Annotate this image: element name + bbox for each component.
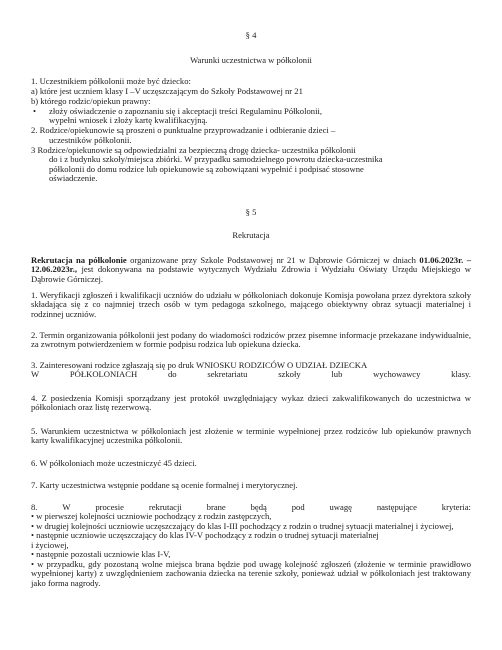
bullet-1 xyxy=(31,107,471,116)
intro-bold-1: Rekrutacja na półkolonie xyxy=(31,255,127,265)
section-5-title: Rekrutacja xyxy=(232,230,270,240)
paragraph-4: 4. Z posiedzenia Komisji sporządzany jest protokół uwzględniający wykaz dzieci zakwalifikowanych do uczestnictwa w półkoloniach oraz listę rezerwową. xyxy=(31,393,471,413)
criteria-list xyxy=(31,503,471,588)
item-a: a) które jest uczniem klasy I –V uczęszczającym do Szkoły Podstawowej nr 21 xyxy=(31,85,303,96)
paragraph-3-line-1: 3. Zainteresowani rodzice zgłaszają się po druk WNIOSKU RODZICÓW O UDZIAŁ DZIECKA xyxy=(31,360,368,370)
intro-text-1: organizowane przy Szkole Podstawowej nr 21 w Dąbrowie Górniczej w dniach xyxy=(126,255,416,265)
word: klasy. xyxy=(451,369,471,380)
item-3-line-4: oświadczenie. xyxy=(49,173,98,184)
item-3-line-2: do i z budynku szkoły/miejsca zbiórki. W przypadku samodzielnego powrotu dziecka-uczestnika xyxy=(49,154,383,165)
item-3-line-3: półkolonii do domu rodzice lub opiekunowie są zobowiązani wypełnić i podpisać stosowne xyxy=(49,163,364,174)
section-4-list xyxy=(31,77,471,183)
criterion-2: • w drugiej kolejności uczniowie uczęszczający do klas I-III pochodzący z rodzin o trudnej sytuacji materialnej i życiowej, xyxy=(31,520,454,531)
item-2-line-2: uczestników półkolonii. xyxy=(49,134,132,145)
paragraph-3-line-2 xyxy=(31,370,471,379)
word: wychowawcy xyxy=(373,369,421,380)
word: do xyxy=(167,369,177,380)
word: W xyxy=(62,502,71,512)
bullet-1-line-2: wypełni wniosek i złoży kartę kwalifikacyjną. xyxy=(49,115,208,126)
criterion-1: • w pierwszej kolejności uczniowie pochodzący z rodzin zastępczych, xyxy=(31,511,272,522)
word: pod xyxy=(291,502,305,512)
word: W xyxy=(31,369,40,380)
word: lub xyxy=(331,369,343,380)
word: PÓŁKOLONIACH xyxy=(69,369,138,380)
paragraph-5: 5. Warunkiem uczestnictwa w półkoloniach jest złożenie w terminie wypełnionej przez rodziców lub opiekunów prawnych karty kwalifikacyjnej uczestnika półkolonii. xyxy=(31,426,471,446)
item-1: 1. Uczestnikiem półkolonii może być dziecko: xyxy=(31,76,191,86)
word: procesie xyxy=(95,502,124,512)
criterion-5: • w przypadku, gdy pozostaną wolne miejsca brana będzie pod uwagę kolejność zgłoszeń (złożenie w terminie prawidłowo wypełnionej karty) z uwzględnieniem zachowania dziecka na terenie szkoły, ponieważ udział w półkoloniach jest traktowany jako forma nagrody. xyxy=(31,558,471,588)
bullet-1-line-1: złoży oświadczenie o zapoznaniu się i akceptacji treści Regulaminu Półkolonii, xyxy=(49,105,323,116)
word: kryteria: xyxy=(441,502,471,512)
word: szkoły xyxy=(278,369,301,380)
intro-text-2: jest dokonywana na podstawie wytycznych Wydziału Zdrowia i Wydziału Oświaty Urzędu Miejskiego w Dąbrowie Górniczej. xyxy=(31,264,471,284)
section-4-number: § 4 xyxy=(245,30,257,40)
word: 8. xyxy=(31,502,38,512)
paragraph-6: 6. W półkoloniach może uczestniczyć 45 dzieci. xyxy=(31,458,197,468)
item-2-line-1: 2. Rodzice/opiekunowie są proszeni o punktualne przyprowadzanie i odbieranie dzieci – xyxy=(31,125,336,136)
word: rekrutacji xyxy=(148,502,182,512)
word: brane xyxy=(206,502,226,512)
word: sekretariatu xyxy=(207,369,248,380)
paragraph-7: 7. Karty uczestnictwa wstępnie poddane są ocenie formalnej i merytorycznej. xyxy=(31,480,298,490)
paragraph-3 xyxy=(31,361,471,380)
criterion-3-line-2: i życiowej, xyxy=(31,539,69,550)
intro-bold-2: 01.06.2023r. – 12.06.2023r., xyxy=(31,255,472,275)
criterion-3-line-1: • następnie uczniowie uczęszczający do klas IV-V pochodzący z rodzin o trudnej sytuacji materialnej xyxy=(31,530,379,541)
section-4-title: Warunki uczestnictwa w półkolonii xyxy=(190,55,312,65)
paragraph-2: 2. Termin organizowania półkolonii jest podany do wiadomości rodziców przez pisemne informacje przekazane indywidualnie, za zwrotnym potwierdzeniem w formie podpisu rodzica lub opiekuna dziecka. xyxy=(31,330,471,350)
section-5-number: § 5 xyxy=(245,207,257,217)
recruitment-intro xyxy=(31,256,471,284)
criterion-4: • następnie pozostali uczniowie klas I-V, xyxy=(31,549,171,560)
item-3-line-1: 3 Rodzice/opiekunowie są odpowiedzialni za bezpieczną drogę dziecka- uczestnika półkolonii xyxy=(31,144,356,155)
word: będą xyxy=(250,502,267,512)
bullet-icon: • xyxy=(33,105,37,116)
paragraph-1: 1. Weryfikacji zgłoszeń i kwalifikacji uczniów do udziału w półkoloniach dokonuje Komisja powołana przez dyrektora szkoły składająca się z co najmniej trzech osób w tym pedagoga szkolnego, mającego obiektywny obraz sytuacji materialnej i rodzinnej uczniów. xyxy=(31,290,471,319)
word: następujące xyxy=(376,502,417,512)
item-b: b) którego rodzic/opiekun prawny: xyxy=(31,95,151,106)
word: uwagę xyxy=(329,502,352,512)
